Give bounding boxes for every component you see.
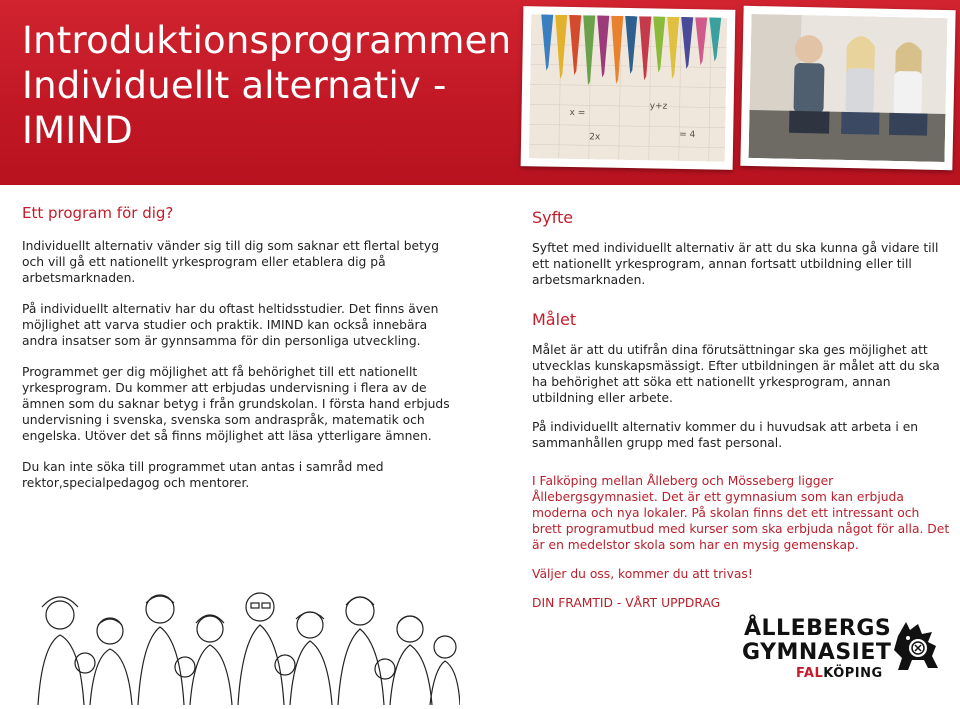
left-column (22, 205, 462, 506)
intro-paragraph-2: På individuellt alternativ har du oftast heltidsstudier. Det finns även möjlighet att varva studier och praktik. IMIND kan också innebära andra insatser som är gynnsamma för din personliga utveckling. (22, 302, 439, 348)
title-line-1: Introduktionsprogrammen (22, 19, 512, 62)
people-sketch-illustration (20, 585, 460, 705)
school-description: I Falköping mellan Ålleberg och Mösseberg ligger Ållebergsgymnasiet. Det är ett gymnasium som kan erbjuda moderna och nya lokaler. På skolan finns det ett intressant och brett programutbud med kurser som ska erbjuda något för alla. Det är en medelstor skola som har en mysig gemenskap. (532, 474, 950, 552)
intro-paragraph-1: Individuellt alternativ vänder sig till dig som saknar ett flertal betyg och vill gå ett nationellt yrkesprogram eller etablera dig på arbetsmarknaden. (22, 239, 440, 285)
intro-paragraph-4: Du kan inte söka till programmet utan antas i samråd med rektor,specialpedagog och mentorer. (22, 460, 384, 490)
title-line-3: IMIND (22, 109, 133, 152)
logo-text-line-2: GYMNASIET (742, 640, 892, 665)
malet-heading: Målet (532, 310, 577, 329)
intro-paragraph-3: Programmet ger dig möjlighet att få behörighet till ett nationellt yrkesprogram. Du kommer att erbjudas undervisning i flera av de ämnen som du saknar betyg i från grundskolan. I första hand erbjuds undervisning i svenska, svenska som andraspråk, matematik och engelska. Utöver det så finns möjlighet att läsa ytterligare ämnen. (22, 365, 450, 443)
title-line-2: Individuellt alternativ - (22, 64, 447, 107)
logo-text-black: KÖPING (823, 666, 883, 681)
choose-us-text: Väljer du oss, kommer du att trivas! (532, 567, 753, 581)
pencils-photo (521, 6, 736, 170)
school-logo (742, 612, 952, 692)
malet-text-1: Målet är att du utifrån dina förutsättningar ska ges möjlighet att utvecklas kunskapsmässigt. Efter utbildningen är målet att du ska ha behörighet att söka ett nationellt yrkesprogram, annan utbildning eller arbete. (532, 343, 940, 405)
right-column (532, 210, 952, 624)
malet-text-2: På individuellt alternativ kommer du i huvudsak att arbeta i en sammanhållen grupp med fast personal. (532, 420, 919, 450)
intro-heading: Ett program för dig? (22, 204, 174, 222)
header-banner (0, 0, 960, 185)
logo-text-line-3 (796, 666, 883, 681)
syfte-text: Syftet med individuellt alternativ är att du ska kunna gå vidare till ett nationellt yrkesprogram, annan fortsatt utbildning eller till arbetsmarknaden. (532, 241, 939, 287)
logo-text-red: FAL (796, 666, 824, 681)
svg-text:2x: 2x (589, 132, 601, 143)
svg-text:y+z: y+z (649, 101, 668, 112)
students-photo (740, 6, 955, 170)
horse-emblem-icon (888, 616, 950, 680)
logo-text-line-1: ÅLLEBERGS (744, 616, 892, 641)
svg-text:x =: x = (569, 107, 586, 119)
svg-text:= 4: = 4 (679, 129, 696, 141)
syfte-heading: Syfte (532, 208, 574, 227)
motto-text: DIN FRAMTID - VÅRT UPPDRAG (532, 596, 721, 610)
page-title (22, 18, 512, 153)
